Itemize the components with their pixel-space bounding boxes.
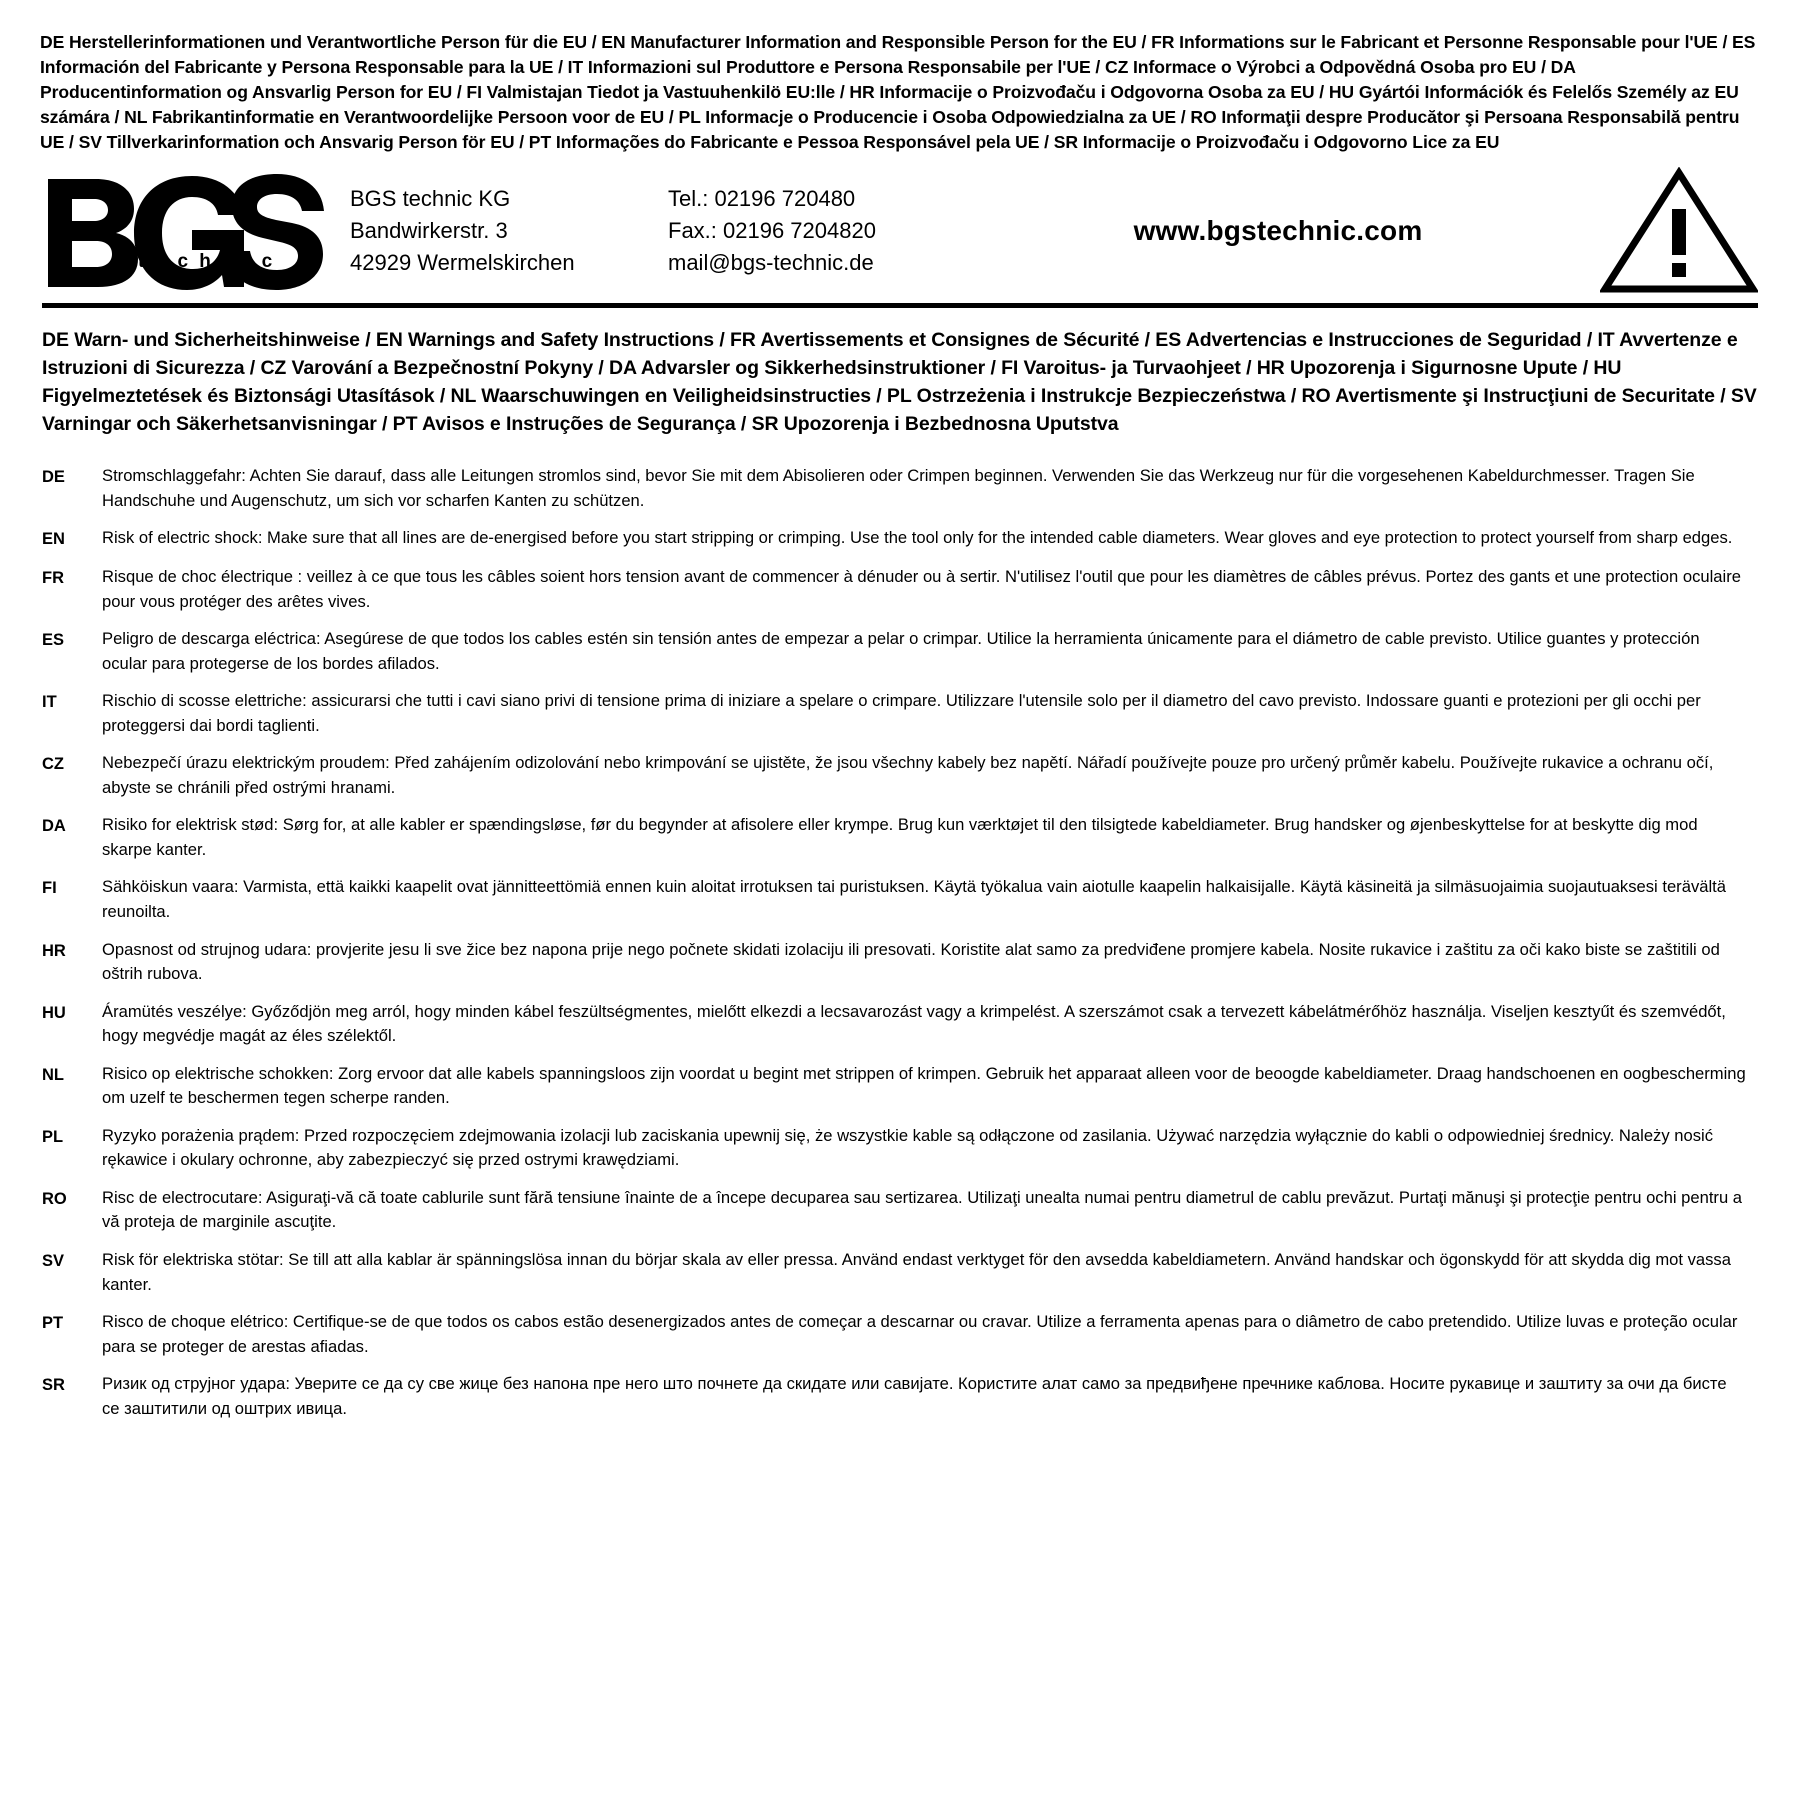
company-city: 42929 Wermelskirchen — [350, 249, 575, 275]
language-code: DE — [42, 468, 65, 487]
list-item — [42, 565, 1758, 614]
language-code: HU — [42, 1003, 66, 1022]
registered-mark: ® — [270, 172, 287, 198]
warning-text: Risk of electric shock: Make sure that all lines are de-energised before you start stripping or crimping. Use the tool only for the intended cable diameters. Wear gloves and eye protection to protect yourself from sharp edges. — [102, 528, 1733, 548]
warning-text: Opasnost od strujnog udara: provjerite jesu li sve žice bez napona prije nego počnete skidati izolaciju ili presovati. Koristite alat samo za predviđene promjere kabela. Nosite rukavice i zaštitu za oči kako biste se zaštitili od oštrih rubova. — [102, 939, 1720, 984]
language-code: IT — [42, 693, 57, 712]
company-fax: Fax.: 02196 7204820 — [668, 217, 876, 243]
language-code: EN — [42, 530, 65, 549]
warning-text: Risk för elektriska stötar: Se till att alla kablar är spänningslösa innan du börjar skala av eller pressa. Använd endast verktyget för den avsedda kabeldiametern. Använd handskar och ögonskydd för att skydda dig mot vassa kanter. — [102, 1250, 1731, 1294]
warnings-heading: DE Warn- und Sicherheitshinweise / EN Warnings and Safety Instructions / FR Avertissements et Consignes de Sécurité / ES Advertencias e Instrucciones de Seguridad / IT Avvertenze e Istruzioni di Sicurezza / CZ Varování a Bezpečnostní Pokyny / DA Advarsler og Sikkerhedsinstruktioner / FI Varoitus- ja Turvaohjeet / HR Upozorenja i Sigurnosne Upute / HU Figyelmeztetések és Biztonsági Utasítások / NL Waarschuwingen en Veiligheidsinstructies / PL Ostrzeżenia i Instrukcje Bezpieczeństwa / RO Avertismente şi Instrucţiuni de Securitate / SV Varningar och Säkerhetsanvisningar / PT Avisos e Instruções de Segurança / SR Upozorenja i Bezbednosna Uputstva — [42, 328, 1757, 436]
manufacturer-info-heading: DE Herstellerinformationen und Verantwortliche Person für die EU / EN Manufacturer Information and Responsible Person for the EU / FR Informations sur le Fabricant et Personne Responsable pour l'UE / ES Información del Fabricante y Persona Responsable para la UE / IT Informazioni sul Produttore e Persona Responsabile per l'UE / CZ Informace o Výrobci a Odpovědná Osoba pro EU / DA Producentinformation og Ansvarlig Person for EU / FI Valmistajan Tiedot ja Vastuuhenkilö EU:lle / HR Informacije o Proizvođaču i Odgovorna Osoba za EU / HU Gyártói Információk és Felelős Személy az EU számára / NL Fabrikantinformatie en Verantwoordelijke Persoon voor de EU / PL Informacje o Producencie i Osoba Odpowiedzialna za UE / RO Informaţii despre Producător şi Persoana Responsabilă pentru UE / SV Tillverkarinformation och Ansvarig Person för EU / PT Informações do Fabricante e Pessoa Responsável pela UE / SR Informacije o Proizvođaču i Odgovorno Lice za EU — [40, 32, 1756, 152]
company-street: Bandwirkerstr. 3 — [350, 217, 508, 243]
list-item — [42, 1372, 1758, 1421]
company-website[interactable]: www.bgstechnic.com — [1133, 214, 1423, 246]
language-code: CZ — [42, 755, 64, 774]
list-item — [42, 689, 1758, 738]
warning-text: Áramütés veszélye: Győződjön meg arról, hogy minden kábel feszültségmentes, mielőtt elkezdi a lecsavarozást vagy a krimpelést. A szerszámot csak a tervezett kábelátmérőhöz használja. Viseljen kesztyűt és szemvédőt, hogy megvédje magát az éles szélektől. — [102, 1001, 1726, 1046]
warning-triangle — [1588, 167, 1758, 295]
company-contact — [668, 183, 968, 279]
language-code: SR — [42, 1376, 65, 1395]
warning-text: Sähköiskun vaara: Varmista, että kaikki kaapelit ovat jännitteettömiä ennen kuin aloitat irrotuksen tai puristuksen. Käytä työkalua vain aiotulle kaapelin halkaisijalle. Käytä käsineitä ja silmäsuojaimia suojautuaksesi terävältä reunoilta. — [102, 877, 1726, 922]
company-telephone: Tel.: 02196 720480 — [668, 186, 856, 211]
list-item — [42, 938, 1758, 987]
logo-subtext: t e c h n i c — [138, 250, 276, 272]
list-item — [42, 875, 1758, 924]
list-item — [42, 1062, 1758, 1111]
warning-text: Stromschlaggefahr: Achten Sie darauf, dass alle Leitungen stromlos sind, bevor Sie mit dem Abisolieren oder Crimpen beginnen. Verwenden Sie das Werkzeug nur für die vorgesehenen Kabeldurchmesser. Tragen Sie Handschuhe und Augenschutz, um sich vor scharfen Kanten zu schützen. — [102, 466, 1695, 510]
language-code: DA — [42, 817, 66, 836]
list-item — [42, 627, 1758, 676]
company-address — [342, 183, 668, 279]
language-code: PL — [42, 1127, 64, 1146]
list-item — [42, 751, 1758, 800]
list-item — [42, 1124, 1758, 1173]
warning-text: Peligro de descarga eléctrica: Asegúrese de que todos los cables estén sin tensión antes de empezar a pelar o crimpar. Utilice la herramienta únicamente para el diámetro de cable previsto. Utilice guantes y protección ocular para protegerse de los bordes afilados. — [102, 629, 1700, 673]
language-code: FR — [42, 569, 64, 587]
warning-text: Risico op elektrische schokken: Zorg ervoor dat alle kabels spanningsloos zijn voordat u begint met strippen of krimpen. Gebruik het apparaat alleen voor de beoogde kabeldiameter. Draag handschoenen en oogbescherming om uzelf te beschermen tegen scherpe randen. — [102, 1063, 1746, 1108]
warning-text: Risc de electrocutare: Asiguraţi-vă că toate cablurile sunt fără tensiune înainte de a începe decuparea sau sertizarea. Utilizaţi unealta numai pentru diametrul de cablu prevăzut. Purtaţi mănuşi şi protecţie pentru ochi pentru a vă proteja de marginile ascuţite. — [102, 1187, 1743, 1232]
warning-text: Risiko for elektrisk stød: Sørg for, at alle kabler er spændingsløse, før du begynder at afisolere eller krympe. Brug kun værktøjet til den tilsigtede kabeldiameter. Brug handsker og øjenbeskyttelse for at beskytte dig mod skarpe kanter. — [102, 815, 1698, 859]
bgs-logo-icon — [42, 171, 332, 291]
warning-triangle-icon — [1600, 167, 1758, 295]
language-code: ES — [42, 631, 65, 650]
company-email[interactable]: mail@bgs-technic.de — [668, 249, 874, 275]
list-item — [42, 813, 1758, 862]
warning-text: Risco de choque elétrico: Certifique-se de que todos os cabos estão desenergizados antes de começar a descarnar ou cravar. Utilize a ferramenta apenas para o diâmetro de cabo pretendido. Utilize luvas e proteção ocular para se proteger de arestas afiadas. — [102, 1312, 1738, 1356]
language-code: SV — [42, 1252, 65, 1271]
warning-text: Nebezpečí úrazu elektrickým proudem: Před zahájením odizolování nebo krimpování se ujistěte, že jsou všechny kabely bez napětí. Nářadí používejte pouze pro určený průměr kabelu. Používejte rukavice a ochranu očí, abyste se chránili před ostrými hranami. — [102, 753, 1714, 797]
bgs-logo — [42, 171, 342, 291]
list-item — [42, 526, 1758, 552]
list-item — [42, 1310, 1758, 1359]
warning-text: Rischio di scosse elettriche: assicurarsi che tutti i cavi siano privi di tensione prima di iniziare a spelare o crimpare. Utilizzare l'utensile solo per il diametro del cavo previsto. Indossare guanti e protezioni per gli occhi per proteggersi dai bordi taglienti. — [102, 691, 1701, 735]
language-code: RO — [42, 1189, 67, 1208]
warning-text: Ryzyko porażenia prądem: Przed rozpoczęciem zdejmowania izolacji lub zaciskania upewnij się, że wszystkie kable są odłączone od zasilania. Używać narzędzia wyłącznie do kabli o odpowiedniej średnicy. Należy nosić rękawice i okulary ochronne, aby zabezpieczyć się przed ostrymi krawędziami. — [102, 1125, 1713, 1170]
language-code: HR — [42, 941, 66, 960]
list-item — [42, 1186, 1758, 1235]
language-code: FI — [42, 879, 57, 898]
list-item — [42, 1000, 1758, 1049]
company-name: BGS technic KG — [350, 186, 511, 211]
warning-text: Risque de choc électrique : veillez à ce que tous les câbles soient hors tension avant de commencer à dénuder ou à sertir. N'utilisez l'outil que pour les diamètres de câbles prévus. Portez des gants et une protection oculaire pour vous protéger des arêtes vives. — [102, 567, 1741, 611]
language-code: NL — [42, 1065, 64, 1084]
language-code: PT — [42, 1314, 64, 1333]
horizontal-divider — [42, 303, 1758, 308]
list-item — [42, 464, 1758, 513]
warnings-list — [38, 464, 1762, 1474]
list-item — [42, 1248, 1758, 1297]
company-info-band — [38, 167, 1762, 295]
warning-text: Ризик од струјног удара: Уверите се да су све жице без напона пре него што почнете да скидате или савијате. Користите алат само за предвиђене пречнике каблова. Носите рукавице и заштиту за очи да бисте се заштитили од оштрих ивица. — [102, 1374, 1727, 1418]
